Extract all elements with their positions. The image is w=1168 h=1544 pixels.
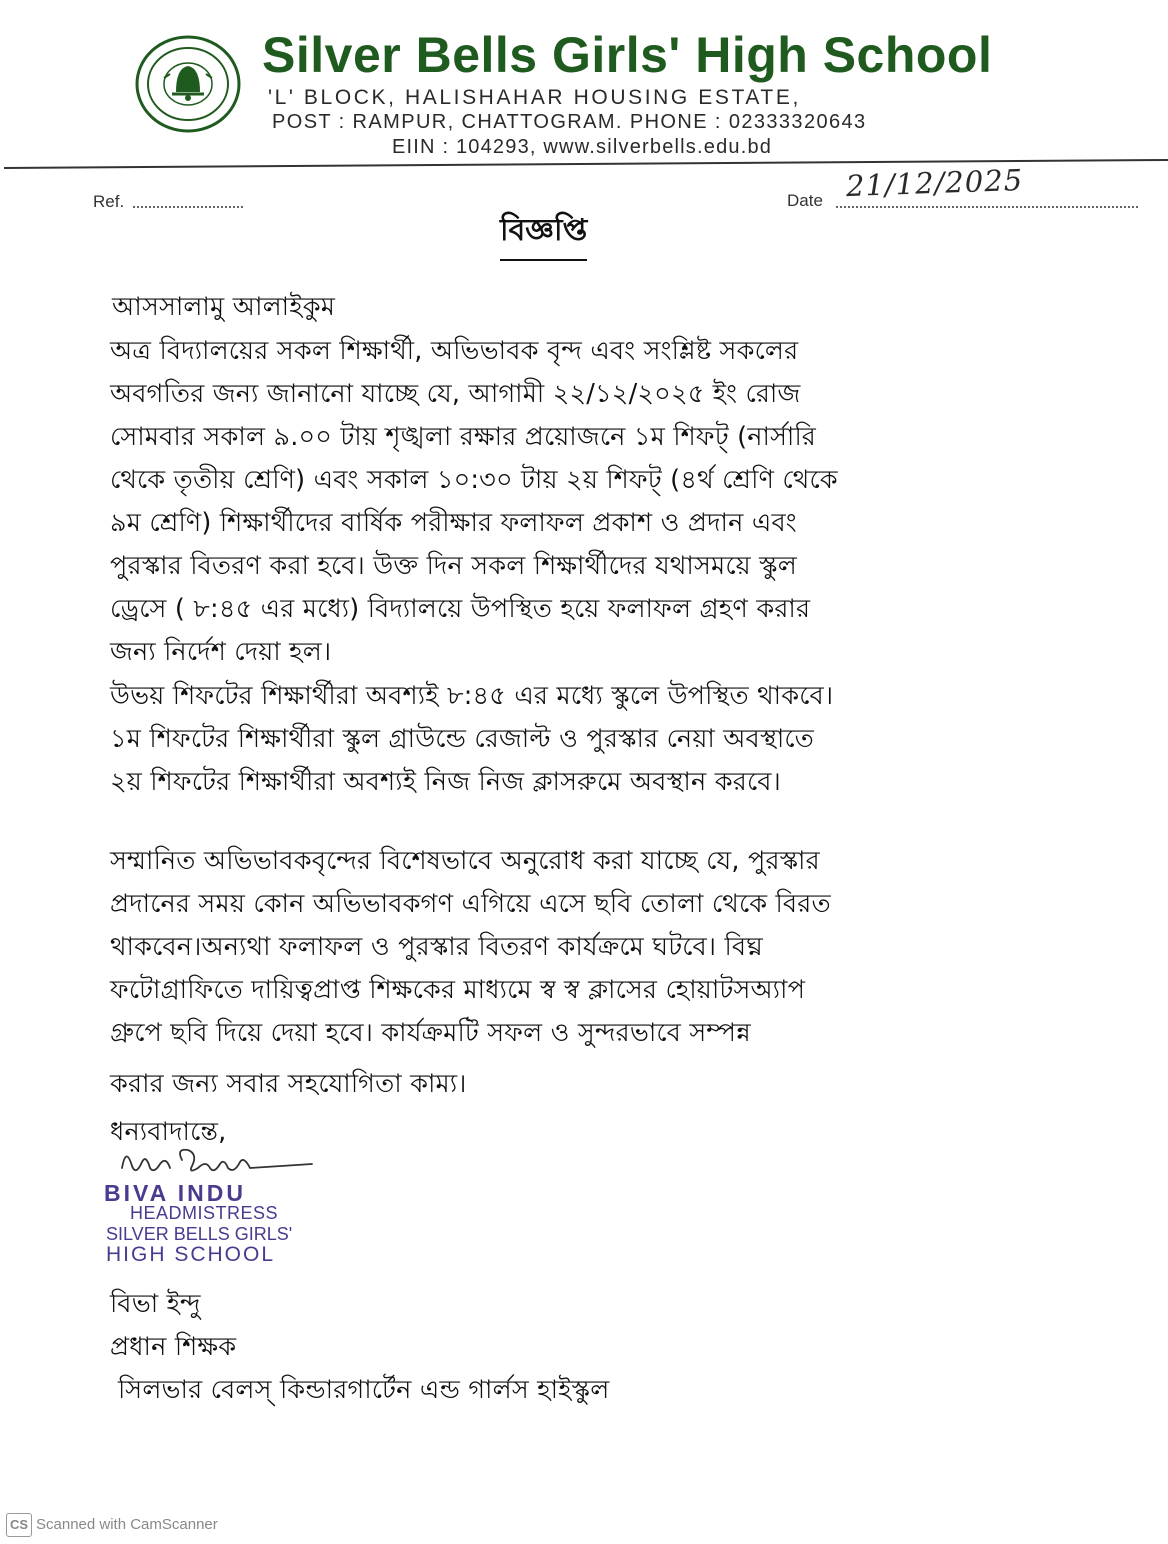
body-line: সোমবার সকাল ৯.০০ টায় শৃঙ্খলা রক্ষার প্রয়োজনে ১ম শিফট্ (নার্সারি [110,422,817,452]
notice-title: বিজ্ঞপ্তি [500,206,587,261]
body-line: জন্য নির্দেশ দেয়া হল। [110,637,332,667]
body-line: ড্রেসে ( ৮:৪৫ এর মধ্যে) বিদ্যালয়ে উপস্থিত হয়ে ফলাফল গ্রহণ করার [110,594,811,624]
body-line: পুরস্কার বিতরণ করা হবে। উক্ত দিন সকল শিক্ষার্থীদের যথাসময়ে স্কুল [110,551,797,581]
stamp-name: BIVA INDU [104,1180,246,1206]
body-line: প্রদানের সময় কোন অভিভাবকগণ এগিয়ে এসে ছবি তোলা থেকে বিরত [110,889,831,919]
stamp-school-line-1: SILVER BELLS GIRLS' [106,1224,293,1244]
camscanner-logo-icon: CS [6,1513,32,1537]
stamp-title: HEADMISTRESS [130,1203,279,1223]
body-line: ৯ম শ্রেণি) শিক্ষার্থীদের বার্ষিক পরীক্ষার ফলাফল প্রকাশ ও প্রদান এবং [110,508,797,538]
date-value: 21/12/2025 [845,162,1024,204]
body-line: ২য় শিফটের শিক্ষার্থীরা অবশ্যই নিজ নিজ ক্লাসরুমে অবস্থান করবে। [110,767,781,797]
body-line: গ্রুপে ছবি দিয়ে দেয়া হবে। কার্যক্রমটি সফল ও সুন্দরভাবে সম্পন্ন [110,1018,751,1048]
address-line-2: POST : RAMPUR, CHATTOGRAM. PHONE : 02333320643 [272,111,867,133]
closing: ধন্যবাদান্তে, [110,1117,227,1147]
body-line: সম্মানিত অভিভাবকবৃন্দের বিশেষভাবে অনুরোধ করা যাচ্ছে যে, পুরস্কার [110,846,820,876]
signatory-title: প্রধান শিক্ষক [110,1332,237,1362]
greeting: আসসালামু আলাইকুম [112,292,336,322]
signatory-school: সিলভার বেলস্ কিন্ডারগার্টেন এন্ড গার্লস হাইস্কুল [118,1375,610,1405]
body-line: করার জন্য সবার সহযোগিতা কাম্য। [110,1069,467,1099]
body-line: ফটোগ্রাফিতে দায়িত্বপ্রাপ্ত শিক্ষকের মাধ্যমে স্ব স্ব ক্লাসের হোয়াটসঅ্যাপ [110,975,806,1005]
signatory-name: বিভা ইন্দু [110,1289,201,1319]
body-line: অত্র বিদ্যালয়ের সকল শিক্ষার্থী, অভিভাবক বৃন্দ এবং সংশ্লিষ্ট সকলের [110,336,799,366]
body-line: থেকে তৃতীয় শ্রেণি) এবং সকাল ১০:৩০ টায় ২য় শিফট্ (৪র্থ শ্রেণি থেকে [110,465,838,495]
body-line: ১ম শিফটের শিক্ষার্থীরা স্কুল গ্রাউন্ডে রেজাল্ট ও পুরস্কার নেয়া অবস্থাতে [110,724,814,754]
address-line-3: EIIN : 104293, www.silverbells.edu.bd [392,136,773,158]
ref-label: Ref. [93,192,125,211]
body-line: অবগতির জন্য জানানো যাচ্ছে যে, আগামী ২২/১২/২০২৫ ইং রোজ [110,379,801,409]
body-line: থাকবেন।অন্যথা ফলাফল ও পুরস্কার বিতরণ কার্যক্রমে ঘটবে। বিঘ্ন [110,932,763,962]
ref-blank-line [133,196,243,208]
address-line-1: 'L' BLOCK, HALISHAHAR HOUSING ESTATE, [268,86,801,109]
stamp-school-line-2: HIGH SCHOOL [106,1243,276,1266]
date-label: Date [787,191,823,210]
school-name: Silver Bells Girls' High School [262,27,993,83]
body-line: উভয় শিফটের শিক্ষার্থীরা অবশ্যই ৮:৪৫ এর মধ্যে স্কুলে উপস্থিত থাকবে। [110,681,834,711]
scanner-watermark: Scanned with CamScanner [36,1516,218,1533]
handwritten-signature [116,1138,316,1182]
school-seal-logo [134,34,242,134]
